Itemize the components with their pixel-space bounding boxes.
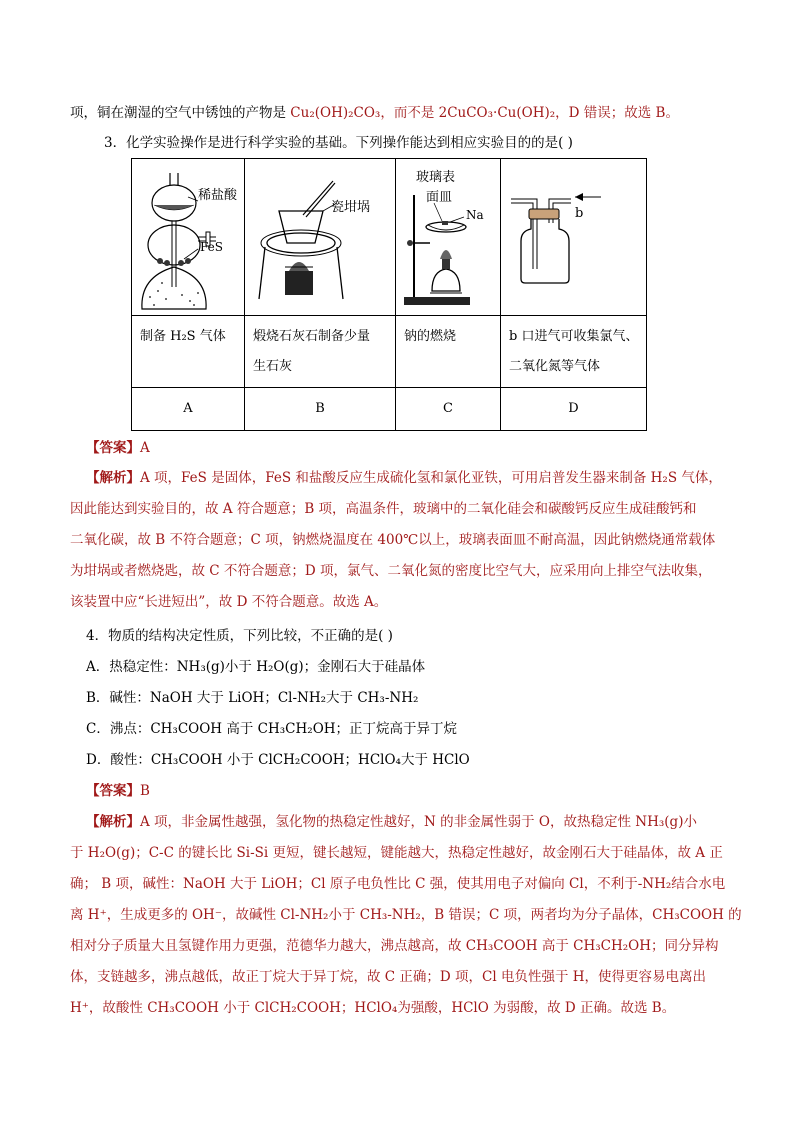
label-crucible: 瓷坩埚 <box>331 200 371 215</box>
desc-d-1: b 口进气可收集氯气、 <box>509 329 639 344</box>
q3-analysis-4: 为坩埚或者燃烧匙，故 C 不符合题意；D 项，氯气、二氧化氮的密度比空气大，应采用向上排空气法收集， <box>70 563 712 579</box>
cell-b-image <box>245 159 396 316</box>
cell-b-desc <box>245 316 396 388</box>
label-watch-glass-1: 玻璃表 <box>416 170 456 185</box>
q4-option-c: C．沸点：CH₃COOH 高于 CH₃CH₂OH；正丁烷高于异丁烷 <box>86 721 458 737</box>
desc-b-1: 煅烧石灰石制备少量 <box>253 329 371 344</box>
continuation-formula: Cu₂(OH)₂CO₃，而不是 2CuCO₃·Cu(OH)₂，D 错误；故选 B。 <box>290 105 679 121</box>
q4-analysis-1 <box>86 812 697 832</box>
q3-answer-value: A <box>140 440 150 456</box>
desc-a: 制备 H₂S 气体 <box>140 329 226 344</box>
q4-analysis-4: 离 H⁺，生成更多的 OH⁻，故碱性 Cl-NH₂小于 CH₃-NH₂，B 错误；C 项，两者均为分子晶体，CH₃COOH 的 <box>70 907 742 923</box>
continuation-text: 项，铜在潮湿的空气中锈蚀的产物是 <box>70 105 291 121</box>
q4-analysis-6: 体，支链越多，沸点越低，故正丁烷大于异丁烷，故 C 正确；D 项，Cl 电负性强于 H，使得更容易电离出 <box>70 969 707 985</box>
q3-stem: 3．化学实验操作是进行科学实验的基础。下列操作能达到相应实验目的的是( ) <box>104 135 573 151</box>
label-na: Na <box>466 208 484 222</box>
q3-analysis-5: 该装置中应“长进短出”，故 D 不符合题意。故选 A。 <box>70 594 388 610</box>
q3-analysis-2: 因此能达到实验目的，故 A 符合题意；B 项，高温条件，玻璃中的二氧化硅会和碳酸钙反应生成硅酸钙和 <box>70 501 697 517</box>
gas-bottle-figure <box>501 159 646 315</box>
q4-analysis-tag: 【解析】 <box>86 814 140 830</box>
q4-analysis-text-1: A 项，非金属性越强，氢化物的热稳定性越好，N 的非金属性弱于 O，故热稳定性 NH₃(g)小 <box>140 814 697 830</box>
cell-a-desc <box>132 316 245 388</box>
sodium-combustion-figure <box>396 159 500 315</box>
cell-d-image <box>501 159 647 316</box>
q4-option-b: B．碱性：NaOH 大于 LiOH；Cl-NH₂大于 CH₃-NH₂ <box>86 690 419 706</box>
q4-analysis-3: 确； B 项，碱性：NaOH 大于 LiOH；Cl 原子电负性比 C 强，使其用电子对偏向 Cl，不利于-NH₂结合水电 <box>70 876 726 892</box>
q4-analysis-5: 相对分子质量大且氢键作用力更强，范德华力越大，沸点越高，故 CH₃COOH 高于 CH₃CH₂OH；同分异构 <box>70 938 719 954</box>
q4-answer <box>86 781 150 801</box>
q4-option-a: A．热稳定性：NH₃(g)小于 H₂O(g)；金刚石大于硅晶体 <box>86 659 426 675</box>
label-fes: FeS <box>200 240 223 254</box>
q3-analysis-1 <box>86 468 722 488</box>
desc-d-2: 二氧化氮等气体 <box>509 359 601 374</box>
experiment-table <box>131 158 647 431</box>
q4-analysis-7: H⁺，故酸性 CH₃COOH 小于 ClCH₂COOH；HClO₄为强酸，HClO 为弱酸，故 D 正确。故选 B。 <box>70 1000 676 1016</box>
option-c-letter: C <box>396 388 501 431</box>
q3-answer-tag: 【答案】 <box>86 440 140 456</box>
kipp-apparatus-figure <box>132 159 244 315</box>
q3-analysis-tag: 【解析】 <box>86 470 140 486</box>
option-a-letter: A <box>132 388 245 431</box>
q4-answer-value: B <box>140 783 150 799</box>
q4-analysis-2: 于 H₂O(g)；C-C 的键长比 Si-Si 更短，键长越短，键能越大，热稳定性越好，故金刚石大于硅晶体，故 A 正 <box>70 845 723 861</box>
q4-stem: 4．物质的结构决定性质，下列比较，不正确的是( ) <box>86 628 393 644</box>
q3-analysis-3: 二氧化碳，故 B 不符合题意；C 项，钠燃烧温度在 400℃以上，玻璃表面皿不耐高温，因此钠燃烧通常载体 <box>70 532 716 548</box>
label-inlet-b: b <box>575 206 584 221</box>
cell-c-desc <box>396 316 501 388</box>
label-watch-glass-2: 面皿 <box>426 190 453 205</box>
q3-answer <box>86 438 150 458</box>
option-d-letter: D <box>501 388 647 431</box>
q4-answer-tag: 【答案】 <box>86 783 140 799</box>
label-dilute-hcl: 稀盐酸 <box>198 188 238 203</box>
cell-c-image <box>396 159 501 316</box>
continuation-line <box>70 103 679 123</box>
option-b-letter: B <box>245 388 396 431</box>
cell-a-image <box>132 159 245 316</box>
desc-b-2: 生石灰 <box>253 359 293 374</box>
desc-c: 钠的燃烧 <box>404 329 457 344</box>
q4-option-d: D．酸性：CH₃COOH 小于 ClCH₂COOH；HClO₄大于 HClO <box>86 752 470 768</box>
cell-d-desc <box>501 316 647 388</box>
crucible-figure <box>245 159 395 315</box>
q3-analysis-text-1: A 项，FeS 是固体，FeS 和盐酸反应生成硫化氢和氯化亚铁，可用启普发生器来制备 H₂S 气体， <box>140 470 722 486</box>
